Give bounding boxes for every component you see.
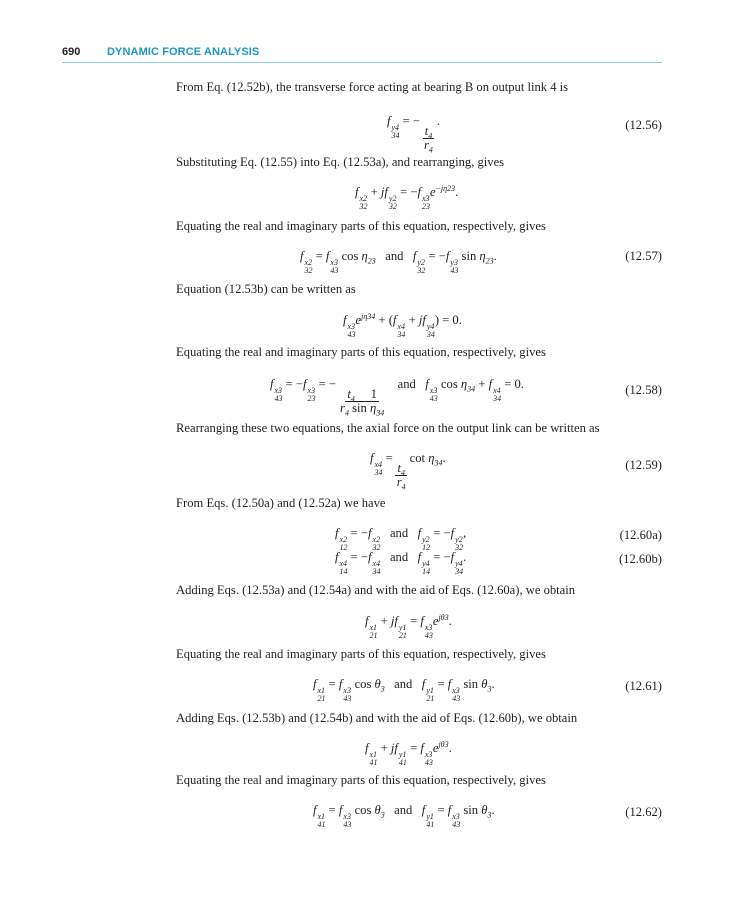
paragraph: Equating the real and imaginary parts of this equation, respectively, gives — [176, 773, 546, 787]
page-header — [62, 46, 662, 63]
equation-12-61: f x1 21 = f x3 43 $\cos \theta_3$ and f y1 21 = f x3 43 $\sin \theta_3$. — [313, 677, 495, 703]
connector-and: and — [394, 803, 413, 817]
equation-12-62: f x1 41 = f x3 43 $\cos \theta_3$ and f y1 41 = f x3 43 $\sin \theta_3$. — [313, 803, 495, 829]
equation-number: (12.57) — [625, 249, 662, 263]
equation-complex-21: f x1 21 + jf y1 21 = f x3 43 $e^{j\theta 3}$. — [365, 612, 452, 640]
paragraph: Equation (12.53b) can be written as — [176, 282, 356, 296]
connector-and: and — [397, 377, 416, 391]
equation-complex-41: f x1 41 + jf y1 41 = f x3 43 $e^{j\theta 3}$. — [365, 739, 452, 767]
equation-number: (12.59) — [625, 458, 662, 472]
paragraph: Equating the real and imaginary parts of this equation, respectively, gives — [176, 647, 546, 661]
paragraph: Equating the real and imaginary parts of this equation, respectively, gives — [176, 345, 546, 359]
connector-and: and — [389, 526, 409, 540]
connector-and: and — [394, 677, 413, 691]
equation-12-60a: f x2 12 = −f x2 32 and f y2 12 = −f y2 32 , — [335, 526, 467, 552]
equation-number: (12.58) — [625, 383, 662, 397]
connector-and: and — [385, 249, 404, 263]
paragraph: Substituting Eq. (12.55) into Eq. (12.53a), and rearranging, gives — [176, 155, 505, 169]
equation-number: (12.62) — [625, 805, 662, 819]
equation-complex-32: f x2 32 + jf y2 32 = −f x3 23 $e^{-j\eta 23}$. — [355, 183, 459, 211]
paragraph: From Eqs. (12.50a) and (12.52a) we have — [176, 496, 386, 510]
equation-12-57: f x2 32 = f x3 43 $\cos \eta_{23}$ and f y2 32 = −f y3 43 $\sin \eta_{23}$. — [300, 249, 497, 275]
paragraph: Adding Eqs. (12.53b) and (12.54b) and with the aid of Eqs. (12.60b), we obtain — [176, 711, 578, 725]
running-head: DYNAMIC FORCE ANALYSIS — [107, 46, 260, 58]
equation-12-58: f x3 43 = −f x3 23 = − $\frac{t_4 1}{r_4 \sin \eta_{34}}$ and f x3 43 $\cos \eta_{34} + f$ x4 34 = 0. — [270, 377, 524, 418]
connector-and: and — [389, 550, 409, 564]
equation-complex-43: f x3 43 $e^{j\eta 34} + (f$ x4 34 + jf y4 34 ) = 0. — [343, 311, 462, 339]
equation-number: (12.56) — [625, 118, 662, 132]
equation-12-60b: f x4 14 = −f x4 34 and f y4 14 = −f y4 34 . — [335, 550, 467, 576]
equation-12-56: f y4 34 = − $\frac{t_4}{r_4}$ . — [387, 114, 441, 155]
page-number: 690 — [62, 46, 81, 58]
equation-number: (12.60a) — [619, 528, 662, 542]
paragraph: From Eq. (12.52b), the transverse force acting at bearing B on output link 4 is — [176, 80, 569, 94]
equation-number: (12.60b) — [618, 552, 662, 566]
paragraph: Equating the real and imaginary parts of this equation, respectively, gives — [176, 219, 546, 233]
paragraph: Adding Eqs. (12.53a) and (12.54a) and with the aid of Eqs. (12.60a), we obtain — [176, 583, 576, 597]
paragraph: Rearranging these two equations, the axial force on the output link can be written as — [176, 421, 600, 435]
equation-12-59: f x4 34 = $\frac{t_4}{r_4}$ $\cot \eta_{34}$. — [370, 451, 446, 492]
equation-number: (12.61) — [625, 679, 662, 693]
